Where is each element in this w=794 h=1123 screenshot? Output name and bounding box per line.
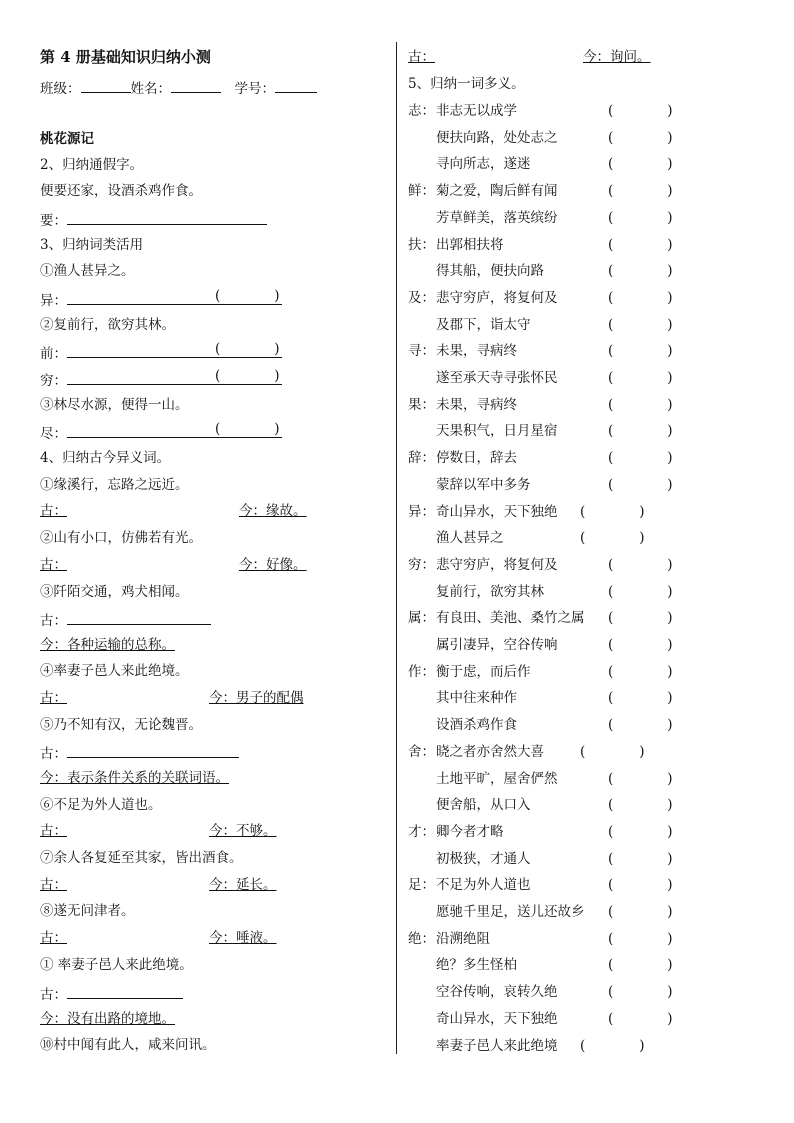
q5-row bbox=[408, 956, 778, 974]
q5-row bbox=[408, 422, 778, 440]
q2-title: 2、归纳通假字。 bbox=[40, 157, 144, 173]
q5-char: 异： bbox=[408, 504, 435, 520]
answer-blank[interactable] bbox=[67, 342, 282, 358]
q5-row bbox=[408, 396, 778, 414]
answer-paren[interactable]: ( ) bbox=[608, 317, 673, 333]
q5-row bbox=[408, 129, 778, 147]
answer-paren[interactable]: ( ) bbox=[608, 290, 673, 306]
answer-paren[interactable]: ( ) bbox=[608, 717, 673, 733]
answer-blank[interactable] bbox=[67, 502, 239, 520]
q4-sentence: ⑦余人各复延至其家，皆出酒食。 bbox=[40, 850, 243, 866]
q4-answer-row bbox=[40, 822, 277, 840]
q4-answer-row bbox=[40, 742, 239, 760]
q5-sentence: 初极狭，才通人 bbox=[436, 851, 531, 867]
answer-paren[interactable]: ( ) bbox=[608, 103, 673, 119]
q5-row bbox=[408, 663, 778, 681]
answer-blank[interactable] bbox=[67, 609, 211, 625]
q3-answer-row bbox=[40, 422, 282, 440]
q5-row bbox=[408, 102, 778, 120]
answer-paren[interactable]: ( ) bbox=[608, 664, 673, 680]
q4-answer-row bbox=[40, 689, 304, 707]
q4-answer-row bbox=[40, 609, 211, 627]
q5-row bbox=[408, 262, 778, 280]
q5-sentence: 率妻子邑人来此绝境 bbox=[436, 1038, 558, 1054]
answer-paren[interactable]: ( ) bbox=[608, 931, 673, 947]
q4-sentence: ⑥不足为外人道也。 bbox=[40, 797, 162, 813]
answer-paren[interactable]: ( ) bbox=[608, 183, 673, 199]
answer-blank[interactable] bbox=[67, 209, 267, 225]
answer-blank[interactable] bbox=[67, 556, 239, 574]
answer-paren[interactable]: ( ) bbox=[608, 610, 673, 626]
q5-row bbox=[408, 155, 778, 173]
answer-blank[interactable] bbox=[67, 689, 209, 707]
q5-sentence: 及郡下，诣太守 bbox=[436, 317, 531, 333]
q5-sentence: 卿今者才略 bbox=[436, 824, 504, 840]
q5-sentence: 非志无以成学 bbox=[436, 103, 517, 119]
answer-paren[interactable]: ( ) bbox=[608, 370, 673, 386]
answer-blank[interactable] bbox=[435, 48, 583, 66]
q3-label: 尽： bbox=[40, 426, 67, 442]
name-label: 姓名： bbox=[130, 81, 171, 97]
q3-label: 异： bbox=[40, 293, 67, 309]
q5-row bbox=[408, 823, 778, 841]
answer-paren[interactable]: ( ) bbox=[608, 904, 673, 920]
q4-answer-row bbox=[40, 876, 277, 894]
q4-sentence: ⑩村中闻有此人，咸来问讯。 bbox=[40, 1037, 216, 1053]
q5-row bbox=[408, 636, 778, 654]
answer-paren[interactable]: ( ) bbox=[580, 530, 645, 546]
answer-blank[interactable] bbox=[67, 929, 209, 947]
section-title: 桃花源记 bbox=[40, 131, 94, 147]
jin-meaning: 今：不够。 bbox=[209, 823, 277, 839]
jin-meaning: 今：延长。 bbox=[209, 877, 277, 893]
q5-sentence: 芳草鲜美，落英缤纷 bbox=[436, 210, 558, 226]
q5-sentence: 复前行，欲穷其林 bbox=[436, 584, 544, 600]
answer-paren[interactable]: ( ) bbox=[608, 397, 673, 413]
answer-paren[interactable]: ( ) bbox=[608, 984, 673, 1000]
q5-row bbox=[408, 289, 778, 307]
q5-char: 舍： bbox=[408, 744, 435, 760]
jin-meaning: 今：没有出路的境地。 bbox=[40, 1011, 175, 1027]
q5-sentence: 其中往来种作 bbox=[436, 690, 517, 706]
q5-sentence: 便舍船，从口入 bbox=[436, 797, 531, 813]
q5-row bbox=[408, 583, 778, 601]
q5-sentence: 出郭相扶将 bbox=[436, 237, 504, 253]
q3-answer-row bbox=[40, 369, 282, 387]
id-label: 学号： bbox=[234, 81, 275, 97]
gu-label: 古： bbox=[40, 987, 67, 1003]
gu-label: 古： bbox=[40, 823, 67, 839]
answer-paren[interactable]: ( ) bbox=[608, 423, 673, 439]
answer-paren[interactable]: ( ) bbox=[608, 957, 673, 973]
q3-answer-row bbox=[40, 342, 282, 360]
q5-sentence: 悲守穷庐，将复何及 bbox=[436, 290, 558, 306]
q3-sentence-2: ②复前行，欲穷其林。 bbox=[40, 317, 175, 333]
q4-answer-row bbox=[40, 556, 307, 574]
gu-label: 古： bbox=[40, 877, 67, 893]
q5-row bbox=[408, 556, 778, 574]
q5-row bbox=[408, 316, 778, 334]
answer-paren: ( ) bbox=[215, 341, 280, 357]
q5-sentence: 渔人甚异之 bbox=[436, 530, 504, 546]
answer-paren[interactable]: ( ) bbox=[608, 824, 673, 840]
class-label: 班级： bbox=[40, 81, 81, 97]
q5-char: 穷： bbox=[408, 557, 435, 573]
q5-row bbox=[408, 689, 778, 707]
q3-sentence-3: ③林尽水源，便得一山。 bbox=[40, 397, 189, 413]
q3-answer-row bbox=[40, 289, 282, 307]
gu-label: 古： bbox=[40, 746, 67, 762]
q5-row bbox=[408, 850, 778, 868]
q5-title: 5、归纳一词多义。 bbox=[408, 76, 525, 92]
answer-blank[interactable] bbox=[67, 742, 239, 758]
q5-row bbox=[408, 1010, 778, 1028]
jin-meaning: 今：好像。 bbox=[239, 557, 307, 573]
q5-row bbox=[408, 743, 778, 761]
q5-sentence: 未果，寻病终 bbox=[436, 343, 517, 359]
q4-sentence: ④率妻子邑人来此绝境。 bbox=[40, 663, 189, 679]
gu-label: 古： bbox=[408, 49, 435, 65]
gu-label: 古： bbox=[40, 690, 67, 706]
answer-paren[interactable]: ( ) bbox=[608, 1011, 673, 1027]
gu-label: 古： bbox=[40, 613, 67, 629]
q5-char: 作： bbox=[408, 664, 435, 680]
q5-sentence: 未果，寻病终 bbox=[436, 397, 517, 413]
q5-sentence: 得其船，便扶向路 bbox=[436, 263, 544, 279]
student-info-row bbox=[40, 77, 317, 95]
q5-char: 属： bbox=[408, 610, 435, 626]
answer-blank[interactable] bbox=[67, 983, 183, 999]
q5-sentence: 悲守穷庐，将复何及 bbox=[436, 557, 558, 573]
q5-row bbox=[408, 182, 778, 200]
q5-sentence: 停数日，辞去 bbox=[436, 450, 517, 466]
answer-paren[interactable]: ( ) bbox=[608, 851, 673, 867]
q5-sentence: 天果积气，日月星宿 bbox=[436, 423, 558, 439]
answer-paren[interactable]: ( ) bbox=[608, 690, 673, 706]
q5-sentence: 寻向所志，遂迷 bbox=[436, 156, 531, 172]
q5-row bbox=[408, 1037, 778, 1055]
answer-blank[interactable] bbox=[67, 822, 209, 840]
q2-answer-row bbox=[40, 209, 267, 227]
q5-char: 寻： bbox=[408, 343, 435, 359]
q4-answer-row bbox=[40, 929, 277, 947]
q5-sentence: 晓之者亦舍然大喜 bbox=[436, 744, 544, 760]
q5-sentence: 有良田、美池、桑竹之属 bbox=[436, 610, 585, 626]
q4-sentence: ③阡陌交通，鸡犬相闻。 bbox=[40, 584, 189, 600]
q5-char: 足： bbox=[408, 877, 435, 893]
answer-paren[interactable]: ( ) bbox=[608, 584, 673, 600]
q5-char: 绝： bbox=[408, 931, 435, 947]
answer-paren[interactable]: ( ) bbox=[608, 450, 673, 466]
q5-sentence: 沿溯绝阻 bbox=[436, 931, 490, 947]
q5-row bbox=[408, 930, 778, 948]
q4-title: 4、归纳古今异义词。 bbox=[40, 450, 171, 466]
q5-sentence: 蒙辞以军中多务 bbox=[436, 477, 531, 493]
q2-sentence: 便要还家，设酒杀鸡作食。 bbox=[40, 183, 202, 199]
q5-row bbox=[408, 529, 778, 547]
name-blank[interactable] bbox=[171, 77, 221, 93]
q5-sentence: 绝？多生怪柏 bbox=[436, 957, 517, 973]
q4-answer-row bbox=[40, 502, 307, 520]
q5-row bbox=[408, 369, 778, 387]
q5-row bbox=[408, 796, 778, 814]
q4-answer-row bbox=[40, 983, 183, 1001]
gu-label: 古： bbox=[40, 557, 67, 573]
q5-sentence: 不足为外人道也 bbox=[436, 877, 531, 893]
q5-sentence: 衡于虑，而后作 bbox=[436, 664, 531, 680]
q3-label: 穷： bbox=[40, 373, 67, 389]
answer-paren[interactable]: ( ) bbox=[580, 744, 645, 760]
jin-meaning: 今：唾液。 bbox=[209, 930, 277, 946]
q4-sentence: ①缘溪行，忘路之远近。 bbox=[40, 477, 189, 493]
class-blank[interactable] bbox=[81, 77, 131, 93]
gu-label: 古： bbox=[40, 503, 67, 519]
q5-row bbox=[408, 983, 778, 1001]
answer-paren: ( ) bbox=[215, 288, 280, 304]
answer-paren[interactable]: ( ) bbox=[580, 1038, 645, 1054]
answer-paren[interactable]: ( ) bbox=[608, 343, 673, 359]
q5-row bbox=[408, 876, 778, 894]
q3-title: 3、归纳词类活用 bbox=[40, 237, 144, 253]
q5-row bbox=[408, 342, 778, 360]
answer-paren[interactable]: ( ) bbox=[608, 156, 673, 172]
q5-sentence: 设酒杀鸡作食 bbox=[436, 717, 517, 733]
q5-sentence: 遂至承天寺寻张怀民 bbox=[436, 370, 558, 386]
answer-paren[interactable]: ( ) bbox=[608, 797, 673, 813]
top-answer-row bbox=[408, 48, 651, 66]
jin-meaning: 今：缘故。 bbox=[239, 503, 307, 519]
jin-meaning: 今：各种运输的总称。 bbox=[40, 637, 175, 653]
q5-char: 扶： bbox=[408, 237, 435, 253]
q5-row bbox=[408, 236, 778, 254]
q5-sentence: 奇山异水，天下独绝 bbox=[436, 504, 558, 520]
q5-row bbox=[408, 449, 778, 467]
q5-char: 辞： bbox=[408, 450, 435, 466]
answer-paren[interactable]: ( ) bbox=[608, 877, 673, 893]
q4-sentence: ②山有小口，仿佛若有光。 bbox=[40, 530, 202, 546]
q5-char: 及： bbox=[408, 290, 435, 306]
answer-paren: ( ) bbox=[215, 421, 280, 437]
answer-paren[interactable]: ( ) bbox=[580, 504, 645, 520]
answer-paren[interactable]: ( ) bbox=[608, 637, 673, 653]
answer-blank[interactable] bbox=[67, 876, 209, 894]
answer-paren[interactable]: ( ) bbox=[608, 477, 673, 493]
q5-sentence: 奇山异水，天下独绝 bbox=[436, 1011, 558, 1027]
q5-row bbox=[408, 503, 778, 521]
q5-sentence: 空谷传响，哀转久绝 bbox=[436, 984, 558, 1000]
q5-sentence: 菊之爱，陶后鲜有闻 bbox=[436, 183, 558, 199]
answer-blank[interactable] bbox=[67, 369, 282, 385]
q2-label: 要： bbox=[40, 213, 67, 229]
q5-sentence: 愿驰千里足，送儿还故乡 bbox=[436, 904, 585, 920]
jin-meaning: 今：表示条件关系的关联词语。 bbox=[40, 770, 229, 786]
page-title: 第 4 册基础知识归纳小测 bbox=[40, 48, 211, 66]
column-divider bbox=[396, 42, 397, 1054]
q5-row bbox=[408, 716, 778, 734]
q4-sentence: ① 率妻子邑人来此绝境。 bbox=[40, 957, 193, 973]
gu-label: 古： bbox=[40, 930, 67, 946]
answer-paren[interactable]: ( ) bbox=[608, 237, 673, 253]
q4-sentence: ⑤乃不知有汉，无论魏晋。 bbox=[40, 717, 202, 733]
jin-meaning: 今：男子的配偶 bbox=[209, 690, 304, 706]
jin-meaning: 今：询问。 bbox=[583, 49, 651, 65]
q5-char: 志： bbox=[408, 103, 435, 119]
answer-paren[interactable]: ( ) bbox=[608, 771, 673, 787]
answer-blank[interactable] bbox=[67, 422, 282, 438]
answer-paren[interactable]: ( ) bbox=[608, 557, 673, 573]
q5-row bbox=[408, 903, 778, 921]
q5-row bbox=[408, 476, 778, 494]
q4-sentence: ⑧遂无问津者。 bbox=[40, 903, 135, 919]
q5-char: 果： bbox=[408, 397, 435, 413]
q5-sentence: 土地平旷，屋舍俨然 bbox=[436, 771, 558, 787]
answer-paren[interactable]: ( ) bbox=[608, 130, 673, 146]
q3-sentence-1: ①渔人甚异之。 bbox=[40, 263, 135, 279]
answer-paren[interactable]: ( ) bbox=[608, 263, 673, 279]
answer-paren: ( ) bbox=[215, 368, 280, 384]
q5-row bbox=[408, 209, 778, 227]
q5-row bbox=[408, 770, 778, 788]
id-blank[interactable] bbox=[275, 77, 317, 93]
answer-paren[interactable]: ( ) bbox=[608, 210, 673, 226]
q5-char: 才： bbox=[408, 824, 435, 840]
answer-blank[interactable] bbox=[67, 289, 282, 305]
q5-row bbox=[408, 609, 778, 627]
q5-sentence: 便扶向路，处处志之 bbox=[436, 130, 558, 146]
q5-char: 鲜： bbox=[408, 183, 435, 199]
q5-sentence: 属引凄异，空谷传响 bbox=[436, 637, 558, 653]
q3-label: 前： bbox=[40, 346, 67, 362]
